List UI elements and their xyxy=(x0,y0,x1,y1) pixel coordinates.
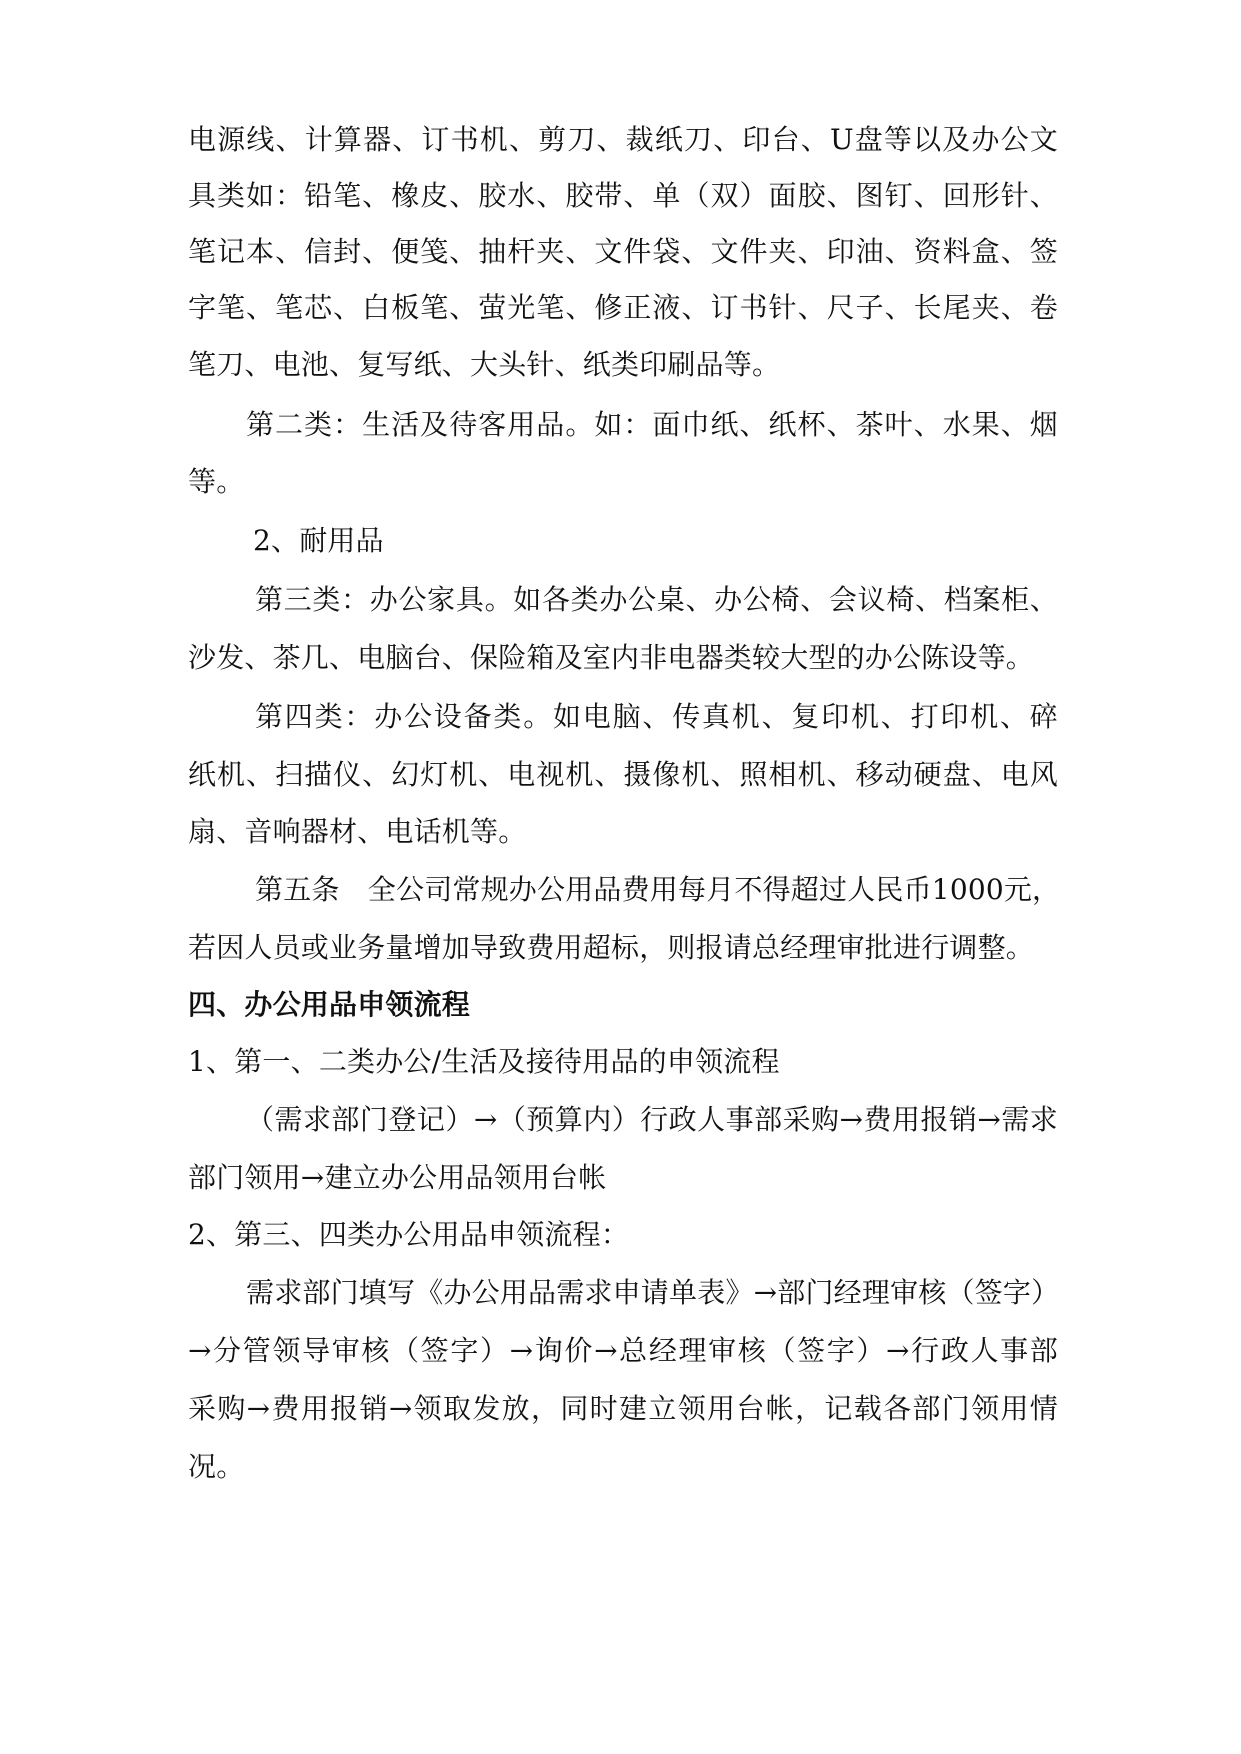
section-heading: 四、办公用品申领流程 xyxy=(188,988,471,1021)
text-line: 若因人员或业务量增加导致费用超标，则报请总经理审批进行调整。 xyxy=(188,931,1035,964)
text-line: 采购→费用报销→领取发放，同时建立领用台帐，记载各部门领用情 xyxy=(188,1392,1058,1425)
paragraph-category-2: 第二类：生活及待客用品。如：面巾纸、纸杯、茶叶、水果、烟 xyxy=(246,408,1058,441)
paragraph-process-2: 需求部门填写《办公用品需求申请单表》→部门经理审核（签字） xyxy=(246,1276,1060,1309)
text-line: →分管领导审核（签字）→询价→总经理审核（签字）→行政人事部 xyxy=(188,1334,1058,1367)
text-line: 具类如：铅笔、橡皮、胶水、胶带、单（双）面胶、图钉、回形针、 xyxy=(188,179,1058,212)
text-line: 沙发、茶几、电脑台、保险箱及室内非电器类较大型的办公陈设等。 xyxy=(188,641,1035,674)
paragraph-process-1: （需求部门登记）→（预算内）行政人事部采购→费用报销→需求 xyxy=(246,1103,1058,1136)
paragraph-category-3: 第三类：办公家具。如各类办公桌、办公椅、会议椅、档案柜、 xyxy=(255,583,1058,616)
text-line: 字笔、笔芯、白板笔、萤光笔、修正液、订书针、尺子、长尾夹、卷 xyxy=(188,291,1058,324)
text-line: 况。 xyxy=(188,1450,245,1483)
paragraph-category-4: 第四类：办公设备类。如电脑、传真机、复印机、打印机、碎 xyxy=(255,700,1058,733)
text-line: 纸机、扫描仪、幻灯机、电视机、摄像机、照相机、移动硬盘、电风 xyxy=(188,758,1058,791)
text-line: 扇、音响器材、电话机等。 xyxy=(188,815,527,848)
text-line: 笔记本、信封、便笺、抽杆夹、文件袋、文件夹、印油、资料盒、签 xyxy=(188,235,1058,268)
paragraph-article-5: 第五条 全公司常规办公用品费用每月不得超过人民币1000元， xyxy=(255,873,1061,906)
text-line: 笔刀、电池、复写纸、大头针、纸类印刷品等。 xyxy=(188,348,781,381)
subheading-process-2: 2、第三、四类办公用品申领流程： xyxy=(188,1218,630,1251)
text-line: 部门领用→建立办公用品领用台帐 xyxy=(188,1161,607,1194)
subheading-process-1: 1、第一、二类办公/生活及接待用品的申领流程 xyxy=(188,1045,780,1078)
subheading-durable-goods: 2、耐用品 xyxy=(253,524,384,557)
text-line: 等。 xyxy=(188,465,245,498)
text-line: 电源线、计算器、订书机、剪刀、裁纸刀、印台、U盘等以及办公文 xyxy=(188,123,1058,156)
